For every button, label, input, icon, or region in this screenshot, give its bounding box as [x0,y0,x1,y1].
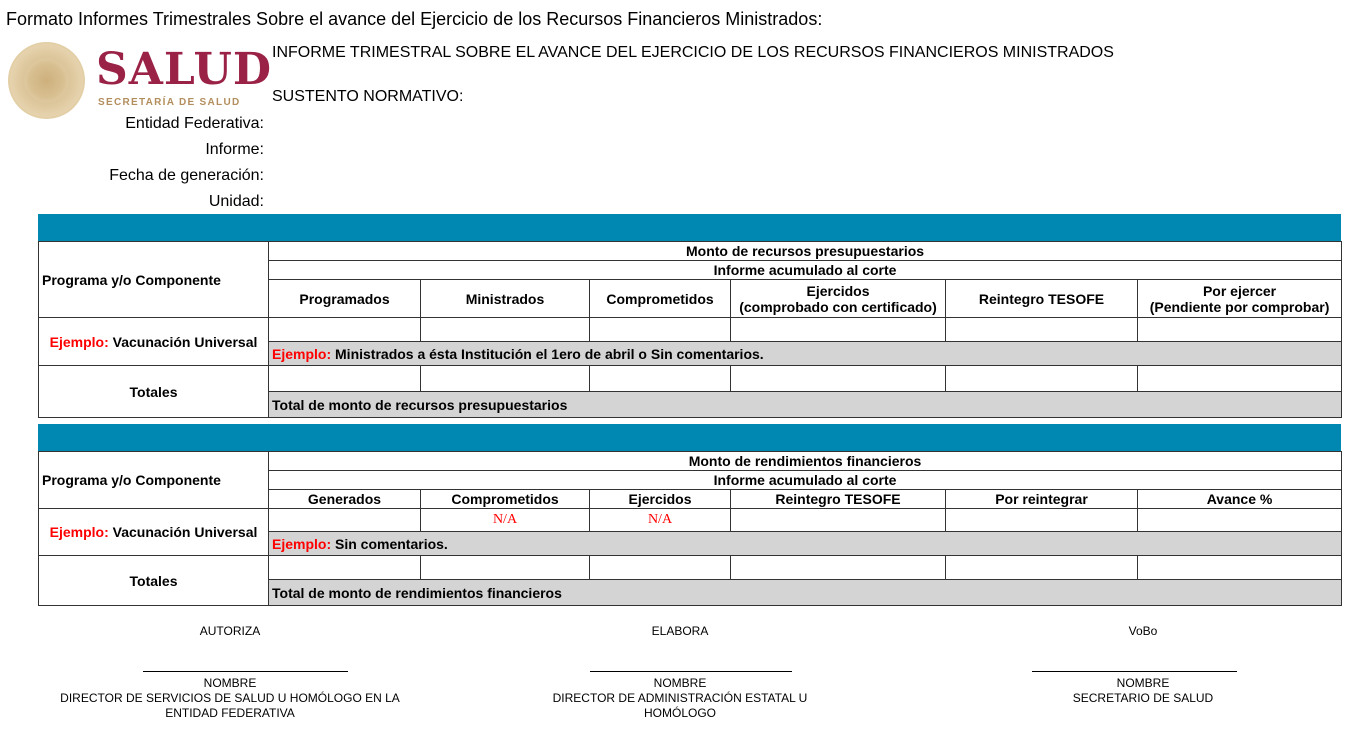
table-cell[interactable] [269,366,421,392]
table-cell[interactable] [731,556,946,580]
column-header-ejercidos: Ejercidos (comprobado con certificado) [731,280,946,318]
signature-name: NOMBRE [203,676,257,690]
signature-title: DIRECTOR DE ADMINISTRACIÓN ESTATAL U HOMÓLOGO [552,691,808,720]
example-comment-row[interactable]: Ejemplo: Sin comentarios. [269,532,1342,556]
column-header-reintegro: Reintegro TESOFE [946,280,1138,318]
example-program-cell: Ejemplo: Vacunación Universal [39,509,269,556]
signature-line [1032,671,1237,672]
table-cell[interactable] [421,366,590,392]
table-cell[interactable] [946,509,1138,532]
table-cell[interactable] [1138,366,1342,392]
financial-yields-table [38,424,1341,606]
row-header-programa: Programa y/o Componente [39,452,269,509]
totals-label: Totales [39,366,269,418]
budget-resources-table [38,214,1341,418]
table-cell[interactable] [946,318,1138,342]
table-cell[interactable] [946,556,1138,580]
example-program-cell: Ejemplo: Vacunación Universal [39,318,269,366]
table-cell[interactable] [731,509,946,532]
signature-role: ELABORA [651,624,709,638]
group-title: Monto de rendimientos financieros [269,452,1342,471]
table-cell[interactable] [1138,509,1342,532]
table-cell[interactable] [590,318,731,342]
table-header-band [38,214,1341,241]
column-header-generados: Generados [269,490,421,509]
column-header-por-reintegrar: Por reintegrar [946,490,1138,509]
table-cell[interactable] [1138,556,1342,580]
column-header-avance: Avance % [1138,490,1342,509]
meta-label-unidad: Unidad: [208,193,264,210]
table-cell[interactable] [269,509,421,532]
column-header-comprometidos: Comprometidos [421,490,590,509]
subgroup-title: Informe acumulado al corte [269,471,1342,490]
signature-title: SECRETARIO DE SALUD [1072,691,1214,705]
example-comment-row[interactable]: Ejemplo: Ministrados a ésta Institución el 1ero de abril o Sin comentarios. [269,342,1342,366]
table-cell[interactable] [421,318,590,342]
report-title: INFORME TRIMESTRAL SOBRE EL AVANCE DEL EJERCICIO DE LOS RECURSOS FINANCIEROS MINISTRADOS [272,44,1114,61]
signature-name: NOMBRE [653,676,707,690]
column-header-ejercidos: Ejercidos [590,490,731,509]
table-cell[interactable] [1138,318,1342,342]
column-header-ministrados: Ministrados [421,280,590,318]
document-title: Formato Informes Trimestrales Sobre el avance del Ejercicio de los Recursos Financieros Ministrados: [6,9,823,29]
subgroup-title: Informe acumulado al corte [269,261,1342,280]
signature-role: VoBo [1128,624,1158,638]
meta-label-fecha: Fecha de generación: [109,167,264,184]
totals-comment-row: Total de monto de rendimientos financieros [269,580,1342,606]
table-header-band [38,424,1341,451]
table-cell-na[interactable]: N/A [421,509,590,532]
mexico-coat-of-arms-icon [8,42,85,119]
group-title: Monto de recursos presupuestarios [269,242,1342,261]
logo-wordmark: SALUD [96,44,272,95]
table-cell-na[interactable]: N/A [590,509,731,532]
column-header-comprometidos: Comprometidos [590,280,731,318]
totals-label: Totales [39,556,269,606]
signature-name: NOMBRE [1116,676,1170,690]
table-cell[interactable] [269,556,421,580]
signature-line [143,671,348,672]
logo-subtitle: SECRETARÍA DE SALUD [98,97,241,108]
salud-logo [8,42,272,118]
meta-label-informe: Informe: [205,141,264,158]
row-header-programa: Programa y/o Componente [39,242,269,318]
normative-label: SUSTENTO NORMATIVO: [272,88,464,105]
column-header-reintegro: Reintegro TESOFE [731,490,946,509]
table-cell[interactable] [590,366,731,392]
signature-line [590,671,792,672]
table-cell[interactable] [731,318,946,342]
totals-comment-row: Total de monto de recursos presupuestarios [269,392,1342,418]
signature-role: AUTORIZA [199,624,261,638]
column-header-programados: Programados [269,280,421,318]
table-cell[interactable] [421,556,590,580]
signature-title: DIRECTOR DE SERVICIOS DE SALUD U HOMÓLOGO EN LA ENTIDAD FEDERATIVA [60,691,400,720]
table-cell[interactable] [731,366,946,392]
table-cell[interactable] [946,366,1138,392]
table-cell[interactable] [590,556,731,580]
meta-label-entidad: Entidad Federativa: [125,115,264,132]
column-header-por-ejercer: Por ejercer (Pendiente por comprobar) [1138,280,1342,318]
table-cell[interactable] [269,318,421,342]
